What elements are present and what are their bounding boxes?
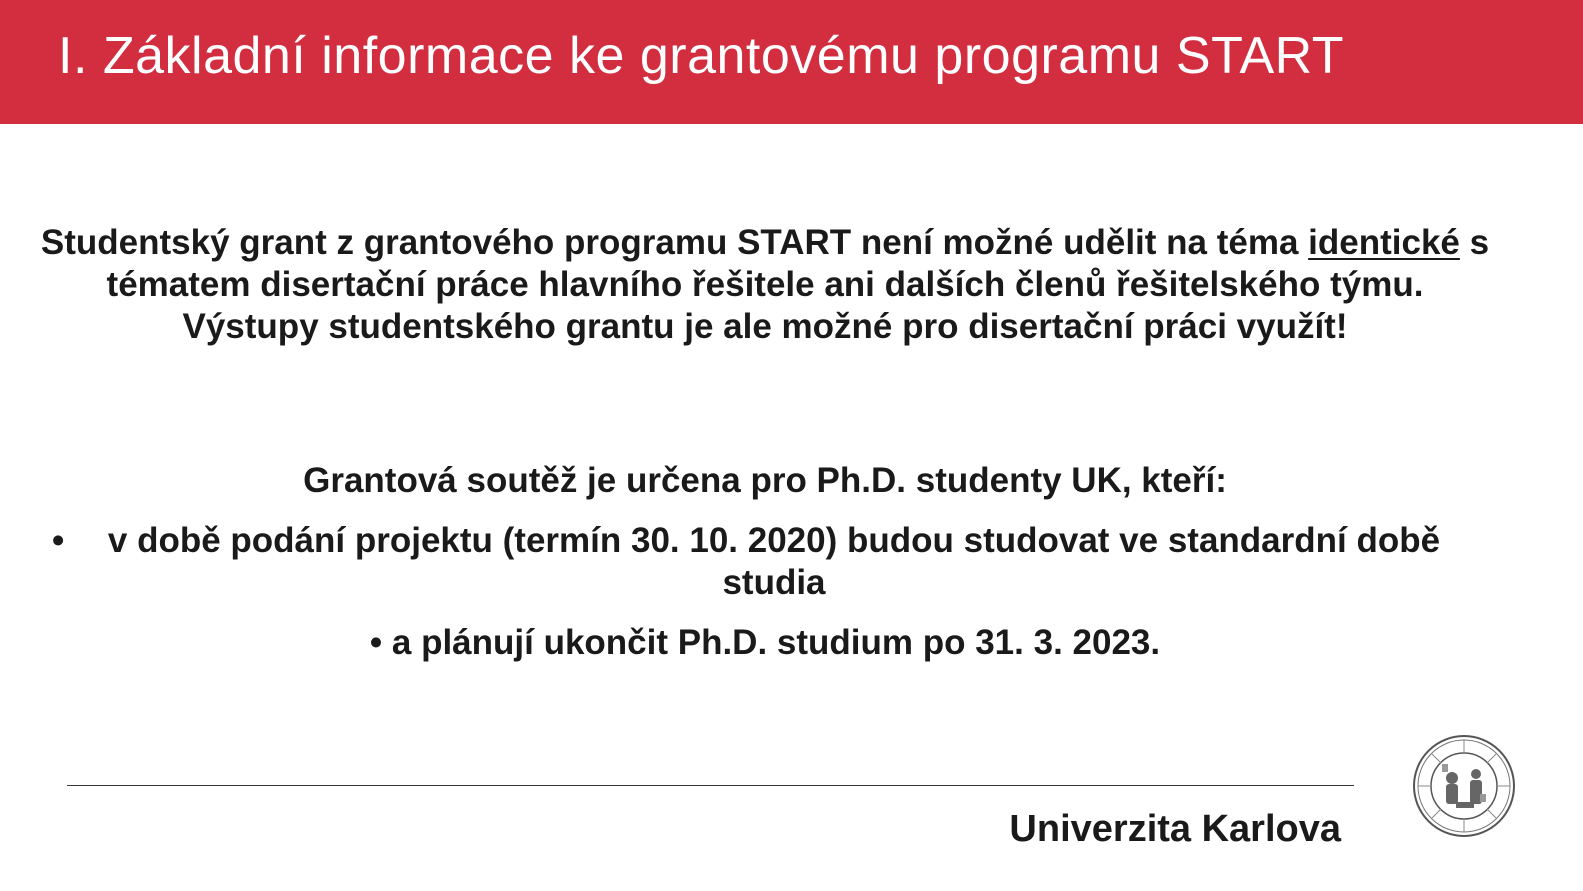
intro-paragraph	[40, 222, 1490, 348]
criteria-item-text: v době podání projektu (termín 30. 10. 2020) budou studovat ve standardní době studia	[107, 521, 1441, 602]
bullet-icon: •	[52, 521, 65, 560]
footer-divider	[67, 785, 1354, 786]
university-seal-icon	[1412, 734, 1516, 838]
criteria-item	[40, 520, 1490, 604]
criteria-heading: Grantová soutěž je určena pro Ph.D. studenty UK, kteří:	[303, 461, 1227, 500]
intro-emphasis: identické	[1308, 223, 1460, 262]
title-bar	[0, 0, 1583, 124]
slide-title: I. Základní informace ke grantovému programu START	[58, 27, 1345, 85]
criteria-item	[40, 622, 1490, 664]
criteria-item-text: a plánují ukončit Ph.D. studium po 31. 3. 2023.	[391, 623, 1161, 662]
bullet-icon: •	[369, 623, 392, 662]
footer-university-name: Univerzita Karlova	[1009, 808, 1341, 850]
intro-text-after: s tématem disertační práce hlavního řešitele ani dalších členů řešitelského týmu. Výstupy studentského grantu je ale možné pro disertační práci využít!	[106, 223, 1490, 346]
slide-body	[40, 222, 1490, 662]
intro-text-before: Studentský grant z grantového programu START není možné udělit na téma	[40, 223, 1309, 262]
